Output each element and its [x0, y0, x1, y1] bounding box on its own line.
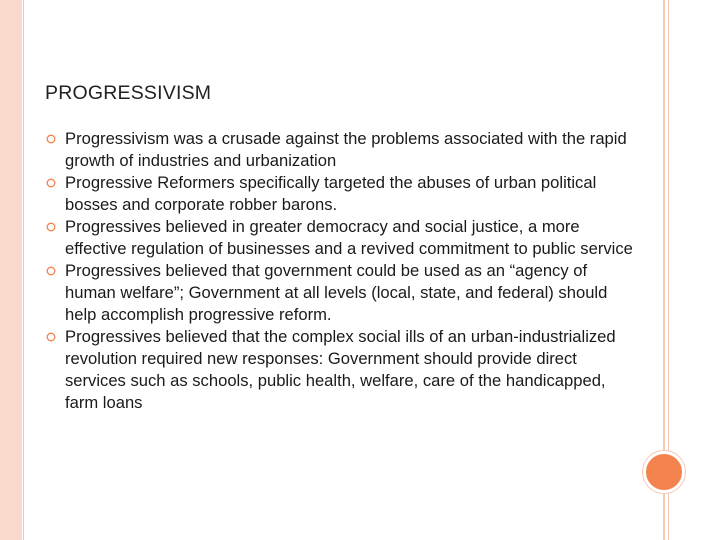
circle-bullet-icon: [44, 128, 58, 150]
bullet-text: Progressives believed in greater democracy and social justice, a more effective regulation of businesses and a revived commitment to public service: [65, 217, 633, 258]
circle-bullet-icon: [44, 172, 58, 194]
bullet-item: [44, 172, 634, 216]
left-accent-bar: [0, 0, 22, 540]
decorative-circle-icon: [643, 451, 685, 493]
bullet-item: [44, 216, 634, 260]
bullet-item: [44, 326, 634, 414]
bullet-text: Progressives believed that government could be used as an “agency of human welfare”; Government at all levels (local, state, and federal) should help accomplish progressive reform.: [65, 261, 608, 324]
bullet-text: Progressivism was a crusade against the problems associated with the rapid growth of industries and urbanization: [65, 129, 627, 170]
circle-bullet-icon: [44, 326, 58, 348]
bullet-list: [44, 128, 634, 414]
bullet-text: Progressive Reformers specifically targeted the abuses of urban political bosses and corporate robber barons.: [65, 173, 597, 214]
circle-bullet-icon: [44, 260, 58, 282]
circle-bullet-icon: [44, 216, 58, 238]
slide-title: PROGRESSIVISM: [45, 82, 212, 104]
left-accent-line: [23, 0, 24, 540]
bullet-item: [44, 260, 634, 326]
bullet-item: [44, 128, 634, 172]
bullet-text: Progressives believed that the complex social ills of an urban-industrialized revolution required new responses: Government should provide direct services such as schools, public health, welfare, care of the handicapped, farm loans: [65, 327, 616, 412]
